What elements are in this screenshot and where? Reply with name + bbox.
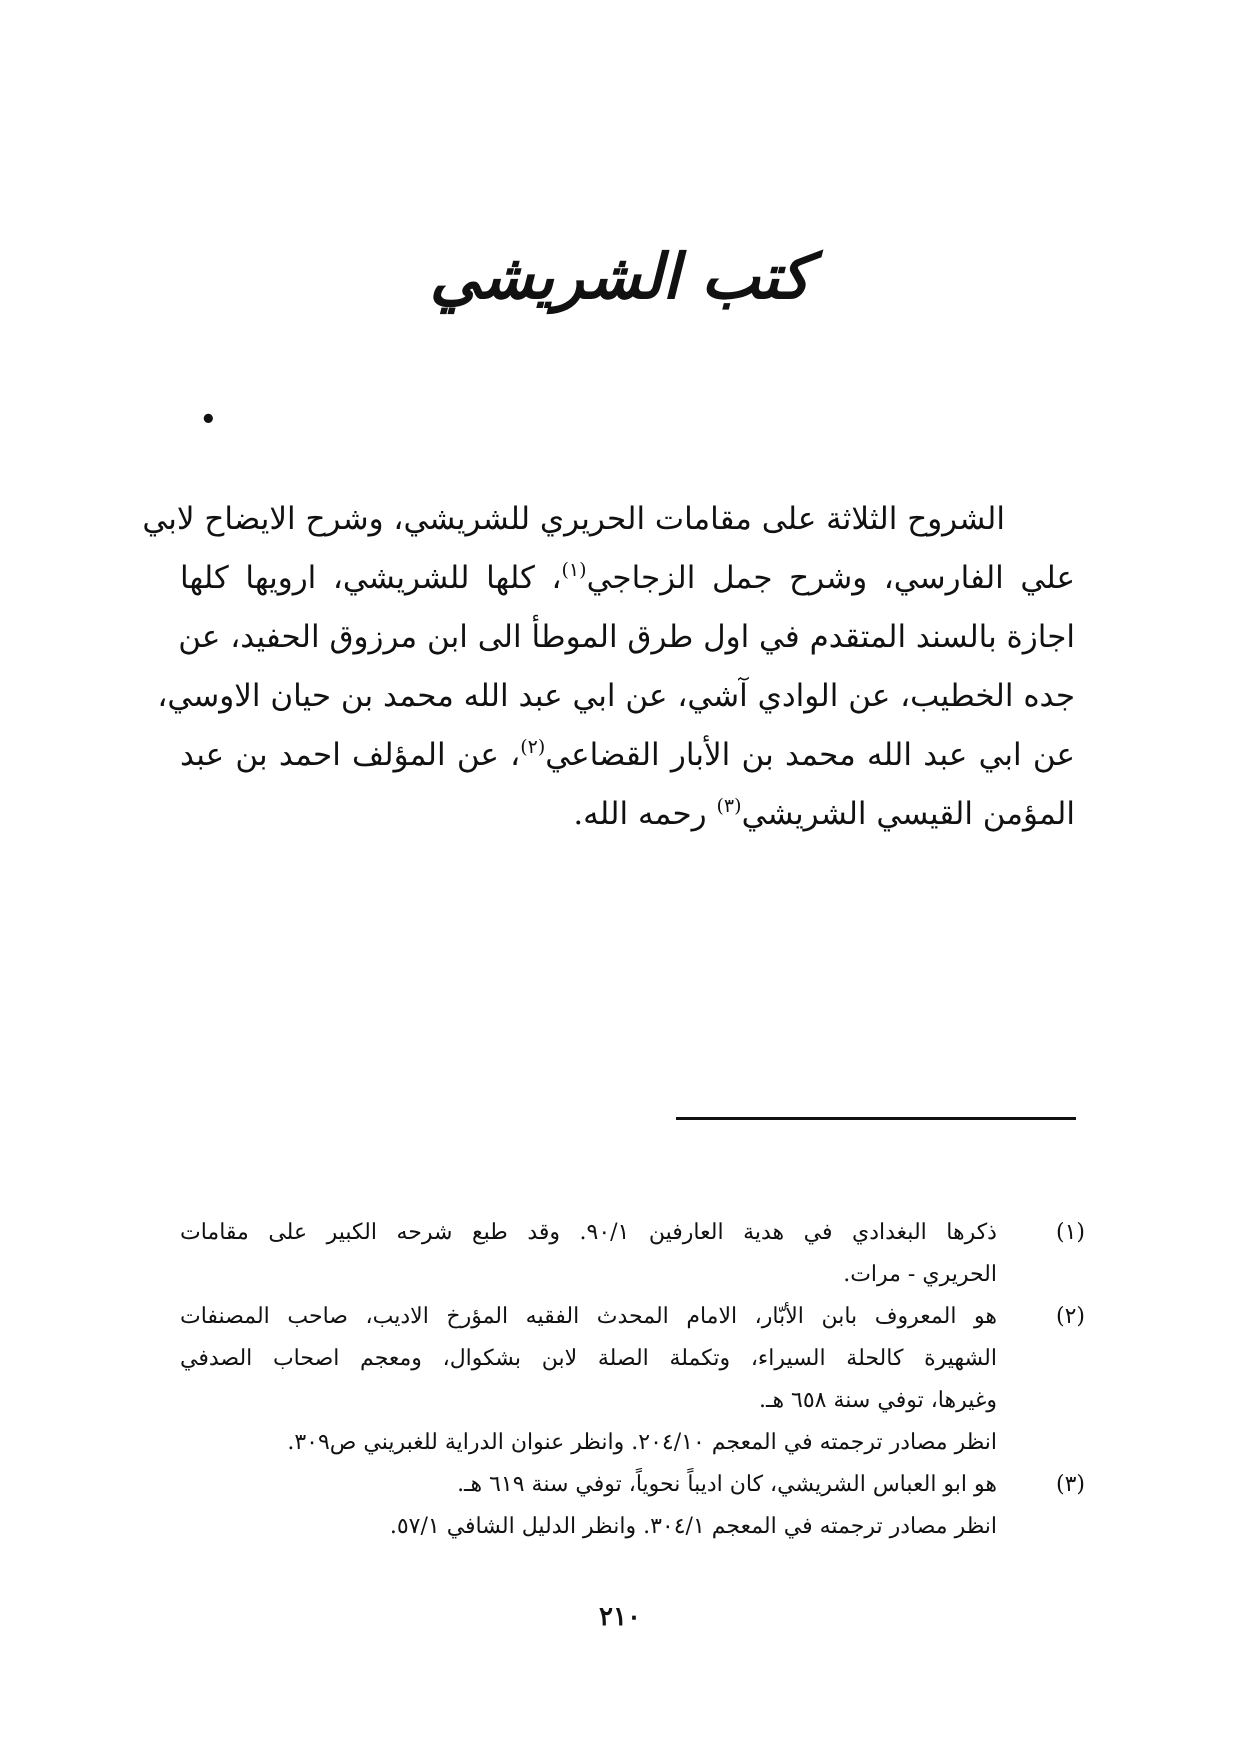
footnote-line: انظر مصادر ترجمته في المعجم ٣٠٤/١. وانظر الدليل الشافي ٥٧/١.: [389, 1514, 997, 1539]
paragraph-line: عن ابي عبد الله محمد بن الأبار القضاعي$^{(٢)}$، عن المؤلف احمد بن عبد: [180, 736, 1075, 773]
footnotes: [180, 1212, 1085, 1548]
footnote-number: (٣): [1055, 1472, 1085, 1497]
footnote-line: الحريري - مرات.: [843, 1262, 997, 1287]
footnote-1: [180, 1212, 1085, 1296]
ornament-mark: •: [200, 405, 217, 435]
footnote-line: الشهيرة كالحلة السيراء، وتكملة الصلة لابن بشكوال، ومعجم اصحاب الصدفي: [180, 1346, 997, 1371]
footnote-line: انظر مصادر ترجمته في المعجم ٢٠٤/١٠. وانظر عنوان الدراية للغبريني ص٣٠٩.: [287, 1430, 997, 1455]
footnote-line: هو ابو العباس الشريشي، كان اديباً نحوياً، توفي سنة ٦١٩ هـ.: [457, 1472, 997, 1497]
footnote-2: [180, 1296, 1085, 1464]
footnote-line: وغيرها، توفي سنة ٦٥٨ هـ.: [759, 1388, 997, 1413]
paragraph-line: المؤمن القيسي الشريشي$^{(٣)}$ رحمه الله.: [573, 795, 1075, 832]
paragraph-line: علي الفارسي، وشرح جمل الزجاجي$^{(١)}$، كلها للشريشي، ارويها كلها: [180, 559, 1075, 596]
paragraph-line: اجازة بالسند المتقدم في اول طرق الموطأ الى ابن مرزوق الحفيد، عن: [178, 619, 1075, 655]
footnote-number: (١): [1055, 1220, 1085, 1245]
page-title: كتب الشريشي: [429, 240, 811, 313]
page-number: ٢١٠: [599, 1602, 641, 1632]
footnote-line: ذكرها البغدادي في هدية العارفين ٩٠/١. وقد طبع شرحه الكبير على مقامات: [180, 1220, 997, 1245]
footnote-ref[interactable]: (٣): [716, 795, 742, 817]
paragraph-line: الشروح الثلاثة على مقامات الحريري للشريشي، وشرح الايضاح لابي: [142, 501, 1005, 537]
footnote-3: [180, 1464, 1085, 1548]
footnote-ref[interactable]: (١): [561, 559, 587, 581]
paragraph-line: جده الخطيب، عن الوادي آشي، عن ابي عبد الله محمد بن حيان الاوسي،: [157, 678, 1075, 714]
footnote-ref[interactable]: (٢): [520, 736, 546, 758]
footnote-number: (٢): [1055, 1304, 1085, 1329]
footnote-line: هو المعروف بابن الأبّار، الامام المحدث الفقيه المؤرخ الاديب، صاحب المصنفات: [180, 1304, 997, 1329]
main-paragraph: [142, 490, 1075, 844]
footnote-separator: [676, 1117, 1076, 1120]
